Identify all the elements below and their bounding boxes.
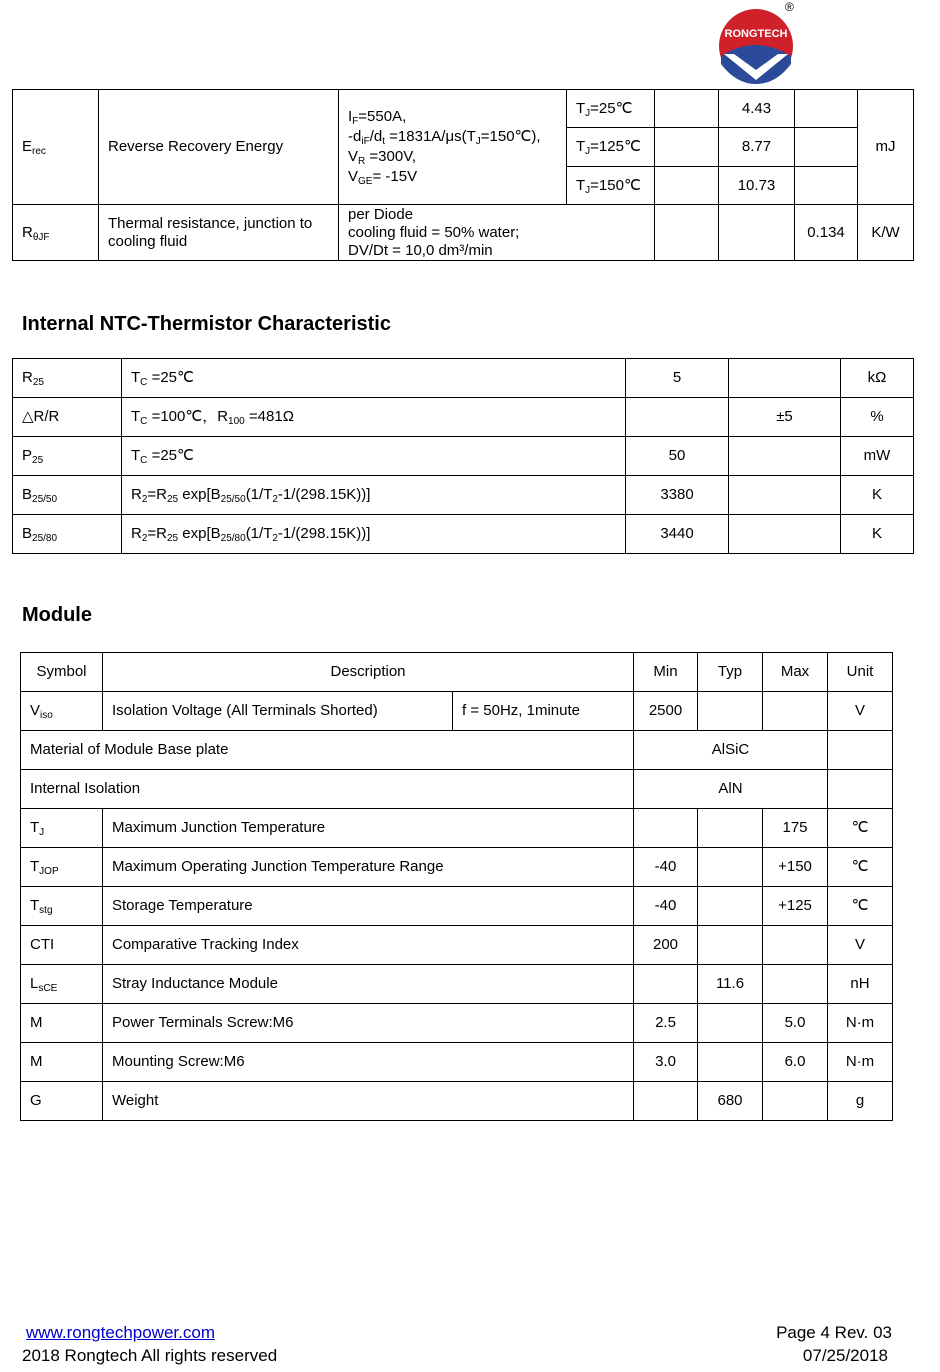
module-description: Mounting Screw:M6 bbox=[103, 1043, 634, 1082]
ntc-symbol: △R/R bbox=[13, 398, 122, 437]
module-typ bbox=[698, 1043, 763, 1082]
rth-description: Thermal resistance, junction to cooling fluid bbox=[99, 205, 339, 261]
module-min: 2.5 bbox=[634, 1004, 698, 1043]
erec-typ: 4.43 bbox=[719, 90, 795, 128]
module-max bbox=[763, 1082, 828, 1121]
header-max: Max bbox=[763, 653, 828, 692]
module-min: -40 bbox=[634, 848, 698, 887]
ntc-symbol: $B_{25/80}$ bbox=[13, 515, 122, 554]
ntc-table bbox=[12, 358, 914, 554]
viso-symbol: $V_{iso}$ bbox=[21, 692, 103, 731]
module-max bbox=[763, 965, 828, 1004]
footer-left bbox=[26, 1322, 215, 1344]
base-plate-value: AlSiC bbox=[634, 731, 828, 770]
module-max: 5.0 bbox=[763, 1004, 828, 1043]
ntc-typ: 3380 bbox=[626, 476, 729, 515]
module-description: Comparative Tracking Index bbox=[103, 926, 634, 965]
module-unit: ℃ bbox=[828, 848, 893, 887]
ntc-condition: $R_2=R_{25}$ $\exp[B_{25/50}(1/T_2-1/(298.15K))]$ bbox=[122, 476, 626, 515]
ntc-max bbox=[729, 359, 841, 398]
registered-mark: ® bbox=[785, 0, 794, 14]
base-plate-label: Material of Module Base plate bbox=[21, 731, 634, 770]
module-max: +150 bbox=[763, 848, 828, 887]
ntc-unit: K bbox=[841, 515, 914, 554]
rongtech-logo bbox=[716, 4, 798, 86]
rth-conditions: per Diode cooling fluid = 50% water; DV/Dt = 10,0 dm³/min bbox=[339, 205, 655, 261]
header-unit: Unit bbox=[828, 653, 893, 692]
module-symbol: M bbox=[21, 1043, 103, 1082]
module-typ: 680 bbox=[698, 1082, 763, 1121]
ntc-unit: % bbox=[841, 398, 914, 437]
ntc-condition: $T_C$ =100℃，$R_{100} =481\Omega$ bbox=[122, 398, 626, 437]
ntc-condition: $T_C$ =25℃ bbox=[122, 359, 626, 398]
module-symbol: $L_{sCE}$ bbox=[21, 965, 103, 1004]
ntc-unit: mW bbox=[841, 437, 914, 476]
footer-copyright: 2018 Rongtech All rights reserved bbox=[22, 1346, 278, 1365]
module-unit: nH bbox=[828, 965, 893, 1004]
module-symbol: $T_J$ bbox=[21, 809, 103, 848]
footer-page: Page 4 Rev. 03 bbox=[776, 1323, 892, 1342]
erec-typ: 8.77 bbox=[719, 128, 795, 167]
ntc-max bbox=[729, 437, 841, 476]
erec-description: Reverse Recovery Energy bbox=[99, 90, 339, 205]
svg-text:RONGTECH: RONGTECH bbox=[724, 28, 788, 40]
header-min: Min bbox=[634, 653, 698, 692]
module-table bbox=[20, 652, 893, 1121]
module-min bbox=[634, 1082, 698, 1121]
module-max: +125 bbox=[763, 887, 828, 926]
module-symbol: $T_{stg}$ bbox=[21, 887, 103, 926]
module-symbol: CTI bbox=[21, 926, 103, 965]
module-typ bbox=[698, 887, 763, 926]
ntc-max bbox=[729, 476, 841, 515]
header-description: Description bbox=[103, 653, 634, 692]
website-link[interactable]: www.rongtechpower.com bbox=[26, 1323, 215, 1342]
erec-temp: $T_J=25℃$ bbox=[567, 90, 655, 128]
module-unit: g bbox=[828, 1082, 893, 1121]
module-min: -40 bbox=[634, 887, 698, 926]
module-max: 6.0 bbox=[763, 1043, 828, 1082]
viso-min: 2500 bbox=[634, 692, 698, 731]
erec-temp: $T_J=150℃$ bbox=[567, 167, 655, 205]
module-description: Weight bbox=[103, 1082, 634, 1121]
ntc-symbol: $R_{25}$ bbox=[13, 359, 122, 398]
module-min: 200 bbox=[634, 926, 698, 965]
isolation-label: Internal Isolation bbox=[21, 770, 634, 809]
ntc-symbol: $B_{25/50}$ bbox=[13, 476, 122, 515]
module-description: Power Terminals Screw:M6 bbox=[103, 1004, 634, 1043]
module-description: Maximum Operating Junction Temperature Range bbox=[103, 848, 634, 887]
module-unit: ℃ bbox=[828, 887, 893, 926]
module-unit: ℃ bbox=[828, 809, 893, 848]
module-typ bbox=[698, 809, 763, 848]
viso-unit: V bbox=[828, 692, 893, 731]
erec-temp: $T_J=125℃$ bbox=[567, 128, 655, 167]
erec-conditions: $I_F=550A$, $-d_{iF}/d_t$ $=1831A/\mu s(T_J=150℃)$, $V_R =300V$, $V_{GE}= -15V$ bbox=[339, 90, 567, 205]
module-unit: N·m bbox=[828, 1043, 893, 1082]
erec-unit: mJ bbox=[858, 90, 914, 205]
module-typ bbox=[698, 1004, 763, 1043]
viso-condition: f = 50Hz, 1minute bbox=[453, 692, 634, 731]
header-typ: Typ bbox=[698, 653, 763, 692]
ntc-condition: $T_C$ =25℃ bbox=[122, 437, 626, 476]
ntc-unit: K bbox=[841, 476, 914, 515]
ntc-typ: 50 bbox=[626, 437, 729, 476]
module-max: 175 bbox=[763, 809, 828, 848]
ntc-condition: $R_2=R_{25}$ $\exp[B_{25/80}(1/T_2-1/(298.15K))]$ bbox=[122, 515, 626, 554]
module-min bbox=[634, 965, 698, 1004]
module-typ bbox=[698, 848, 763, 887]
module-max bbox=[763, 926, 828, 965]
rth-symbol: $R_{\theta JF}$ bbox=[13, 205, 99, 261]
ntc-max: ±5 bbox=[729, 398, 841, 437]
ntc-symbol: $P_{25}$ bbox=[13, 437, 122, 476]
module-min: 3.0 bbox=[634, 1043, 698, 1082]
module-typ bbox=[698, 926, 763, 965]
module-description: Maximum Junction Temperature bbox=[103, 809, 634, 848]
ntc-unit: kΩ bbox=[841, 359, 914, 398]
erec-symbol: $E_{rec}$ bbox=[13, 90, 99, 205]
module-unit: N·m bbox=[828, 1004, 893, 1043]
rth-unit: K/W bbox=[858, 205, 914, 261]
viso-description: Isolation Voltage (All Terminals Shorted) bbox=[103, 692, 453, 731]
erec-typ: 10.73 bbox=[719, 167, 795, 205]
isolation-value: AlN bbox=[634, 770, 828, 809]
ntc-typ: 3440 bbox=[626, 515, 729, 554]
ntc-title: Internal NTC-Thermistor Characteristic bbox=[22, 313, 391, 335]
footer-date: 07/25/2018 bbox=[802, 1346, 888, 1365]
module-symbol: $T_{JOP}$ bbox=[21, 848, 103, 887]
module-symbol: M bbox=[21, 1004, 103, 1043]
module-description: Stray Inductance Module bbox=[103, 965, 634, 1004]
recovery-table bbox=[12, 89, 914, 261]
rth-max: 0.134 bbox=[795, 205, 858, 261]
module-title: Module bbox=[22, 604, 92, 626]
module-min bbox=[634, 809, 698, 848]
module-symbol: G bbox=[21, 1082, 103, 1121]
ntc-typ: 5 bbox=[626, 359, 729, 398]
module-unit: V bbox=[828, 926, 893, 965]
module-description: Storage Temperature bbox=[103, 887, 634, 926]
ntc-typ bbox=[626, 398, 729, 437]
ntc-max bbox=[729, 515, 841, 554]
module-typ: 11.6 bbox=[698, 965, 763, 1004]
header-symbol: Symbol bbox=[21, 653, 103, 692]
